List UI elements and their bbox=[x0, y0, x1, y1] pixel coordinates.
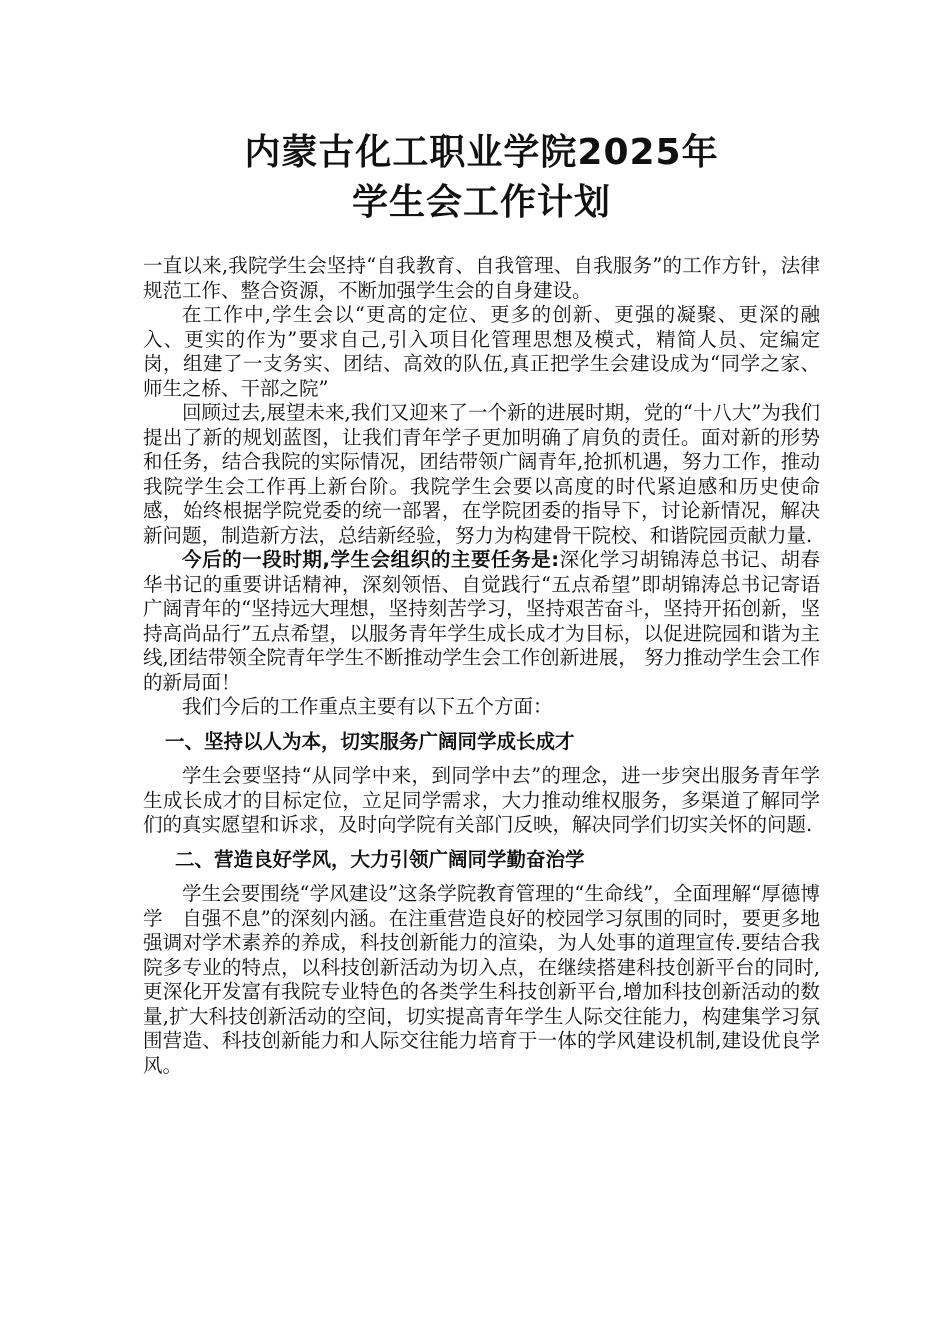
paragraph-focus-intro: 我们今后的工作重点主要有以下五个方面： bbox=[182, 695, 553, 718]
paragraph-work: 在工作中,学生会以“更高的定位、更多的创新、更强的凝聚、更深的融入、更实的作为”要求自己,引入项目化管理思想及模式，精简人员、定编定岗，组建了一支务实、团结、高效的队伍,真正把学生会建设成为“同学之家、师生之桥、干部之院” bbox=[143, 303, 820, 400]
document-title bbox=[143, 128, 820, 228]
tasks-body: 深化学习胡锦涛总书记、胡春华书记的重要讲话精神，深刻领悟、自觉践行“五点希望”即胡锦涛总书记寄语广阔青年的“坚持远大理想，坚持刻苦学习，坚持艰苦奋斗，坚持开拓创新，坚持高尚品行”五点希望，以服务青年学生成长成才为目标，以促进院园和谐为主线,团结带领全院青年学生不断推动学生会工作创新进展， 努力推动学生会工作的新局面！ bbox=[143, 548, 820, 694]
title-line-2: 学生会工作计划 bbox=[351, 182, 611, 223]
section-heading-2: 二、营造良好学风，大力引领广阔同学勤奋治学 bbox=[175, 847, 585, 871]
paragraph-tasks bbox=[143, 548, 820, 695]
tasks-lead: 今后的一段时期,学生会组织的主要任务是: bbox=[182, 548, 560, 571]
paragraph-intro: 一直以来,我院学生会坚持“自我教育、自我管理、自我服务”的工作方针，法律规范工作、整合资源，不断加强学生会的自身建设。 bbox=[143, 254, 820, 302]
paragraph-review: 回顾过去,展望未来,我们又迎来了一个新的进展时期，党的“十八大”为我们提出了新的规划蓝图，让我们青年学子更加明确了肩负的责任。面对新的形势和任务，结合我院的实际情况，团结带领广阔青年,抢抓机遇，努力工作，推动我院学生会工作再上新台阶。我院学生会要以高度的时代紧迫感和历史使命感，始终根据学院党委的统一部署，在学院团委的指导下，讨论新情况，解决新问题，制造新方法，总结新经验，努力为构建骨干院校、和谐院园贡献力量. bbox=[143, 401, 820, 547]
paragraph-section-2: 学生会要围绕“学风建设”这条学院教育管理的“生命线”，全面理解“厚德博学 自强不息”的深刻内涵。在注重营造良好的校园学习氛围的同时，要更多地强调对学术素养的养成，科技创新能力的渲染，为人处事的道理宣传.要结合我院多专业的特点，以科技创新活动为切入点，在继续搭建科技创新平台的同时,更深化开发富有我院专业特色的各类学生科技创新平台,增加科技创新活动的数量,扩大科技创新活动的空间，切实提高青年学生人际交往能力，构建集学习氛围营造、科技创新能力和人际交往能力培育于一体的学风建设机制,建设优良学风。 bbox=[143, 882, 820, 1077]
paragraph-section-1: 学生会要坚持“从同学中来，到同学中去”的理念，进一步突出服务青年学生成长成才的目标定位，立足同学需求，大力推动维权服务，多渠道了解同学们的真实愿望和诉求，及时向学院有关部门反映，解决同学们切实关怀的问题. bbox=[143, 764, 820, 836]
section-heading-1: 一、坚持以人为本，切实服务广阔同学成长成才 bbox=[165, 729, 575, 753]
title-line-1: 内蒙古化工职业学院2025年 bbox=[244, 132, 719, 173]
